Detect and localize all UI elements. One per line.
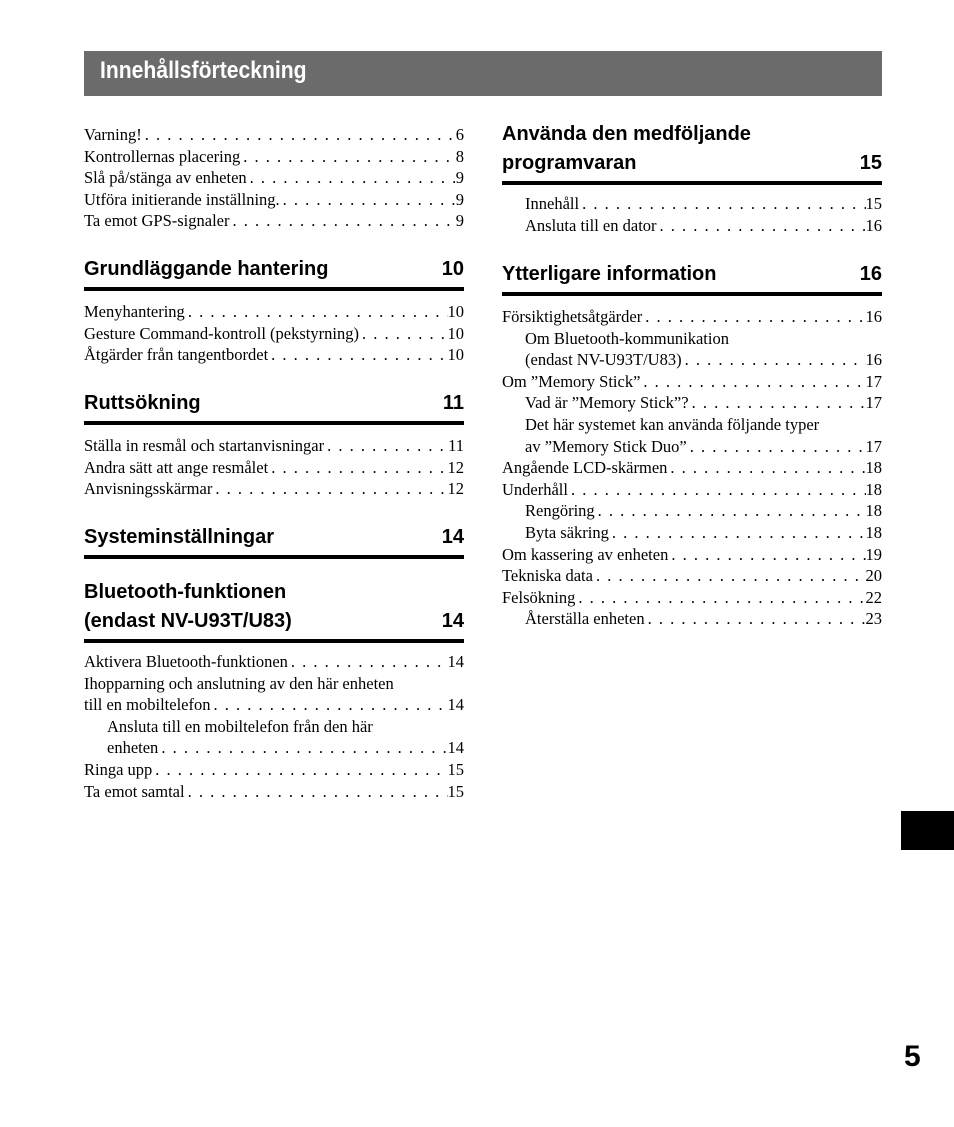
- toc-entry[interactable]: Kontrollernas placering . . . 8: [84, 146, 464, 168]
- toc-entry[interactable]: Underhåll . . . 18: [502, 479, 882, 501]
- toc-entry[interactable]: Angående LCD-skärmen . . . 18: [502, 457, 882, 479]
- toc-entry[interactable]: Varning! . . . 6: [84, 124, 464, 146]
- toc-entry-line[interactable]: Ihopparning och anslutning av den här enheten: [84, 673, 394, 693]
- section-heading[interactable]: Bluetooth-funktionen (endast NV-U93T/U83) 14: [84, 578, 464, 643]
- toc-entry[interactable]: Byta säkring . . . 18: [502, 522, 882, 544]
- section-list: [502, 193, 882, 236]
- toc-entry[interactable]: Rengöring . . . 18: [502, 500, 882, 522]
- toc-entry[interactable]: Försiktighetsåtgärder . . . 16: [502, 306, 882, 328]
- section-heading[interactable]: Använda den medföljande programvaran 15: [502, 120, 882, 185]
- toc-entry[interactable]: Ta emot samtal . . . 15: [84, 781, 464, 803]
- section-rule: [84, 287, 464, 291]
- toc-entry[interactable]: Menyhantering . . . 10: [84, 301, 464, 323]
- toc-entry[interactable]: Andra sätt att ange resmålet . . . 12: [84, 457, 464, 479]
- toc-entry[interactable]: enheten . . . 14: [84, 737, 464, 759]
- toc-entry[interactable]: till en mobiltelefon . . . 14: [84, 694, 464, 716]
- section-heading[interactable]: Ruttsökning 11: [84, 389, 464, 425]
- toc-entry[interactable]: Gesture Command-kontroll (pekstyrning) . . . 10: [84, 323, 464, 345]
- toc-entry[interactable]: Ta emot GPS-signaler . . . 9: [84, 210, 464, 232]
- side-tab-marker: [901, 811, 954, 850]
- toc-entry[interactable]: Ringa upp . . . 15: [84, 759, 464, 781]
- toc-entry-line[interactable]: Ansluta till en mobiltelefon från den här: [107, 716, 373, 736]
- toc-entry-line[interactable]: Det här systemet kan använda följande typer: [525, 414, 820, 434]
- toc-entry[interactable]: Utföra initierande inställning. . . . 9: [84, 189, 464, 211]
- toc-entry[interactable]: Ställa in resmål och startanvisningar . . . 11: [84, 435, 464, 457]
- title-bar: [84, 51, 882, 96]
- section-rule: [84, 639, 464, 643]
- intro-list: [84, 124, 464, 232]
- section-list: [502, 306, 882, 630]
- page-title: Innehållsförteckning: [100, 57, 307, 84]
- toc-entry[interactable]: Om kassering av enheten . . . 19: [502, 544, 882, 566]
- section-heading[interactable]: Systeminställningar 14: [84, 523, 464, 559]
- section-list: [84, 435, 464, 500]
- toc-entry[interactable]: (endast NV-U93T/U83) . . . 16: [502, 349, 882, 371]
- toc-entry[interactable]: Återställa enheten . . . 23: [502, 608, 882, 630]
- toc-entry[interactable]: Om ”Memory Stick” . . . 17: [502, 371, 882, 393]
- section-heading[interactable]: Grundläggande hantering 10: [84, 255, 464, 291]
- section-heading[interactable]: Ytterligare information 16: [502, 260, 882, 296]
- toc-entry[interactable]: Tekniska data . . . 20: [502, 565, 882, 587]
- page-number: 5: [904, 1040, 921, 1073]
- toc-entry[interactable]: Slå på/stänga av enheten . . . 9: [84, 167, 464, 189]
- toc-entry[interactable]: Aktivera Bluetooth-funktionen . . . 14: [84, 651, 464, 673]
- section-list: [84, 651, 464, 802]
- section-list: [84, 301, 464, 366]
- toc-entry[interactable]: Anvisningsskärmar . . . 12: [84, 478, 464, 500]
- section-rule: [502, 292, 882, 296]
- toc-entry[interactable]: Ansluta till en dator . . . 16: [502, 215, 882, 237]
- toc-entry[interactable]: Innehåll . . . 15: [502, 193, 882, 215]
- toc-entry[interactable]: Åtgärder från tangentbordet . . . 10: [84, 344, 464, 366]
- toc-entry-line[interactable]: Om Bluetooth-kommunikation: [525, 328, 729, 348]
- section-rule: [84, 421, 464, 425]
- section-rule: [84, 555, 464, 559]
- toc-entry[interactable]: Vad är ”Memory Stick”? . . . 17: [502, 392, 882, 414]
- toc-entry[interactable]: av ”Memory Stick Duo” . . . 17: [502, 436, 882, 458]
- section-rule: [502, 181, 882, 185]
- toc-entry[interactable]: Felsökning . . . 22: [502, 587, 882, 609]
